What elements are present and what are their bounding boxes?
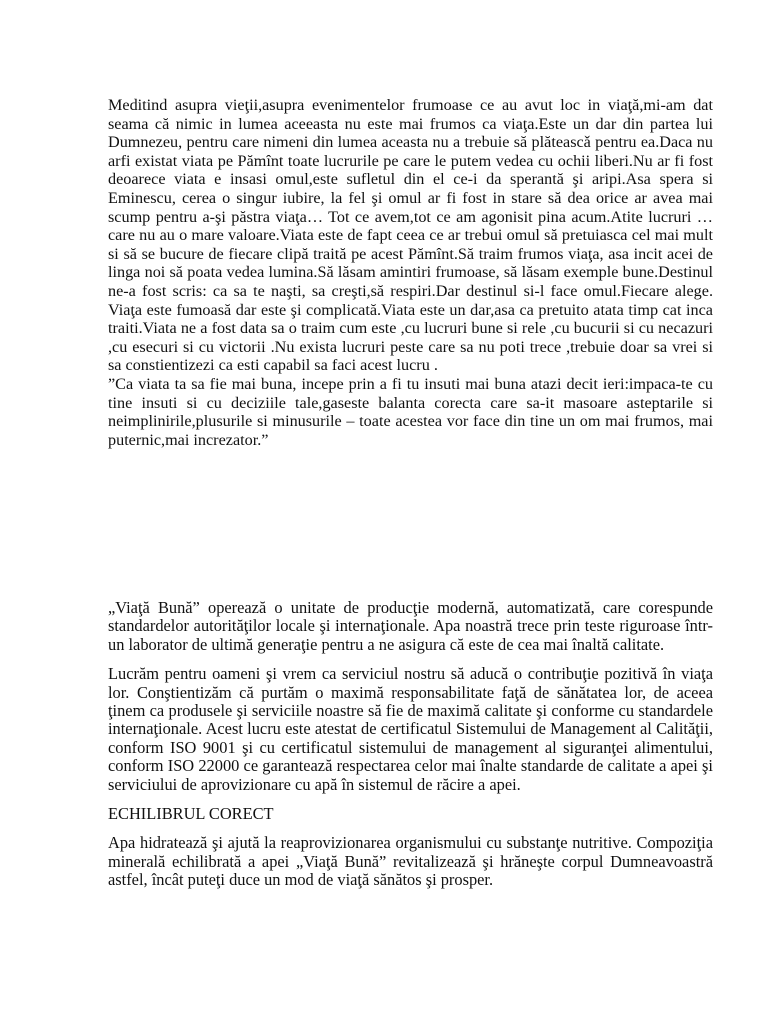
company-quality-paragraph: Lucrăm pentru oameni şi vrem ca serviciul nostru să aducă o contribuţie pozitivă în viaţa lor. Conştientizăm că purtăm o maximă responsabilitate faţă de sănătatea lor, de aceea ţinem ca produsele şi serviciile noastre să fie de maximă calitate şi conforme cu standardele internaţionale. Acest lucru este atestat de certificatul Sistemului de Management al Calităţii, conform ISO 9001 şi cu certificatul sistemului de management al siguranţei alimentului, conform ISO 22000 ce garantează respectarea celor mai înalte standarde de calitate a apei şi serviciului de aprovizionare cu apă în sistemul de răcire a apei.	[108, 664, 713, 794]
company-section	[108, 599, 713, 901]
section-heading: ECHILIBRUL CORECT	[108, 804, 274, 824]
essay-quote: ”Ca viata ta sa fie mai buna, incepe prin a fi tu insuti mai buna atazi decit ieri:impaca-te cu tine insuti si cu deciziile tale,gaseste balanta corecta care sa-it masoare asteptarile si neimplinirile,plusurile si minusurile – toate acestea vor face din tine un om mai frumos, mai puternic,mai increzator.”	[108, 374, 713, 449]
essay-section	[108, 96, 713, 449]
company-intro-paragraph: „Viaţă Bună” operează o unitate de producţie modernă, automatizată, care corespunde standardelor autorităţilor locale şi internaţionale. Apa noastră trece prin teste riguroase într-un laborator de ultimă generaţie pentru a ne asigura că este de cea mai înaltă calitate.	[108, 598, 713, 654]
balance-paragraph: Apa hidratează şi ajută la reaprovizionarea organismului cu substanţe nutritive. Compoziţia minerală echilibrată a apei „Viaţă Bună” revitalizează şi hrăneşte corpul Dumneavoastră astfel, încât puteţi duce un mod de viaţă sănătos şi prosper.	[108, 833, 713, 890]
essay-paragraph: Meditind asupra vieţii,asupra evenimentelor frumoase ce au avut loc in viaţă,mi-am dat seama că nimic in lumea aceeasta nu este mai frumos ca viaţa.Este un dar din partea lui Dumnezeu, pentru care nimeni din lumea aceasta nu a trebuie să plăteascǎ pentru ea.Daca nu arfi existat viata pe Pămînt toate lucrurile pe care le putem vedea cu ochii liberi.Nu ar fi fost deoarece viata e insasi omul,este sufletul din el ce-i da sperantă şi aripi.Asa spera si Eminescu, cerea o singur iubire, la fel şi omul ar fi fost in stare să dea orice ar avea mai scump pentru a-şi păstra viaţa… Tot ce avem,tot ce am agonisit pina acum.Atite lucruri … care nu au o mare valoare.Viata este de fapt ceea ce ar trebui omul să pretuiasca cel mai mult si să se bucure de fiecare clipă traită pe acest Pămînt.Să traim frumos viaţa, asa incit acei de linga noi să poata vedea lumina.Să lăsam amintiri frumoase, să lăsam exemple bune.Destinul ne-a fost scris: ca sa te naşti, sa creşti,să respiri.Dar destinul si-l face omul.Fiecare alege. Viaţa este fumoasă dar este şi complicată.Viata este un dar,asa ca pretuito atata timp cat inca traiti.Viata ne a fost data sa o traim cum este ,cu lucruri bune si rele ,cu bucurii si cu necazuri ,cu esecuri si cu victorii .Nu exista lucruri peste care sa nu poti trece ,trebuie doar sa vrei si sa constientizezi ca esti capabil sa faci acest lucru .	[108, 96, 713, 375]
